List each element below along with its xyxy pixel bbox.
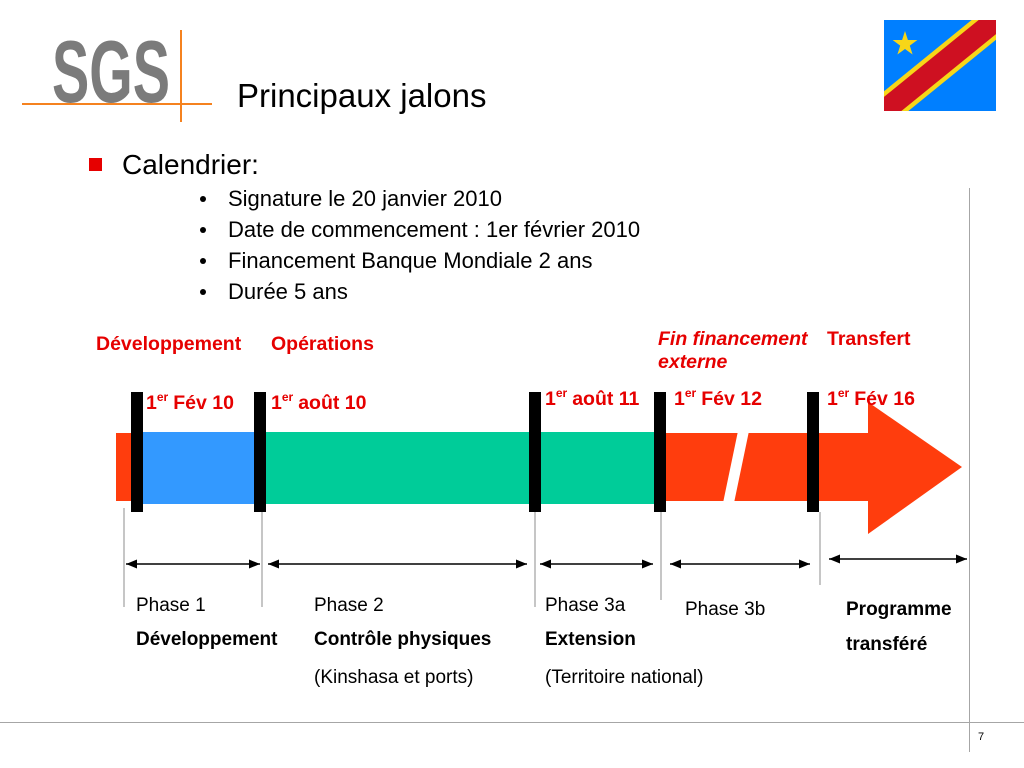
drc-flag-icon	[884, 20, 996, 111]
milestone-date-label	[827, 388, 915, 411]
milestone-month-year: août 11	[572, 388, 640, 410]
stage-label-transfer: Transfert	[827, 328, 911, 350]
milestone-day: 1	[827, 388, 838, 410]
phase-3a-name: Phase 3a	[545, 595, 626, 616]
stage-label-development: Développement	[96, 333, 242, 355]
phase-3a-title: Extension	[545, 629, 636, 650]
slide-title: Principaux jalons	[237, 77, 487, 114]
milestone-month-year: Fév 10	[173, 392, 234, 414]
calendar-item-text: Signature le 20 janvier 2010	[228, 186, 502, 211]
milestone-marker	[131, 392, 143, 512]
calendar-heading: Calendrier:	[122, 149, 259, 180]
sgs-logo	[0, 0, 230, 130]
phase-2-title: Contrôle physiques	[314, 629, 492, 650]
bullet-dot-icon	[200, 289, 206, 295]
phase-span-arrows	[126, 559, 967, 564]
calendar-item-text: Financement Banque Mondiale 2 ans	[228, 248, 593, 273]
milestone-marker	[529, 392, 541, 512]
milestone-marker	[807, 392, 819, 512]
milestone-day: 1	[271, 392, 282, 414]
phase-1-title: Développement	[136, 629, 278, 650]
calendar-item	[228, 183, 640, 214]
milestone-ordinal: er	[837, 386, 850, 400]
milestone-marker	[654, 392, 666, 512]
phase-1-name: Phase 1	[136, 595, 206, 616]
phase-2-name: Phase 2	[314, 595, 384, 616]
bullet-dot-icon	[200, 227, 206, 233]
milestone-ordinal: er	[684, 386, 697, 400]
footer-divider	[0, 722, 1024, 723]
milestone-date-label	[271, 392, 366, 415]
milestone-date-label	[146, 392, 234, 415]
milestone-date-label	[545, 388, 639, 411]
calendar-item-text: Durée 5 ans	[228, 279, 348, 304]
transferred-program-title: Programme transféré	[846, 599, 952, 655]
milestone-month-year: Fév 12	[701, 388, 762, 410]
phase-boundaries	[124, 508, 820, 607]
phase-3a-bar	[540, 432, 656, 504]
phase-3a-detail: (Territoire national)	[545, 667, 704, 688]
bullet-dot-icon	[200, 258, 206, 264]
pre-start-segment	[116, 433, 132, 501]
right-divider	[969, 188, 970, 752]
stage-label-operations: Opérations	[271, 333, 374, 355]
milestone-day: 1	[545, 388, 556, 410]
phase-3b-name: Phase 3b	[685, 599, 766, 620]
calendar-item	[228, 276, 640, 307]
calendar-list	[228, 183, 640, 307]
calendar-item	[228, 214, 640, 245]
calendar-item	[228, 245, 640, 276]
milestone-month-year: août 10	[298, 392, 367, 414]
red-square-bullet-icon	[89, 158, 102, 171]
milestone-date-label	[674, 388, 762, 411]
phase-2-detail: (Kinshasa et ports)	[314, 667, 474, 688]
milestone-ordinal: er	[281, 390, 294, 404]
bullet-dot-icon	[200, 196, 206, 202]
milestone-ordinal: er	[156, 390, 169, 404]
milestone-day: 1	[674, 388, 685, 410]
logo-wordmark: SGS	[52, 22, 170, 121]
page-number: 7	[978, 731, 985, 743]
phase-1-bar	[131, 432, 262, 504]
phase-2-bar	[262, 432, 530, 504]
milestone-marker	[254, 392, 266, 512]
milestone-ordinal: er	[555, 386, 568, 400]
stage-label-end-external-funding: Fin financement externe	[658, 328, 808, 373]
milestone-month-year: Fév 16	[854, 388, 915, 410]
milestone-day: 1	[146, 392, 157, 414]
calendar-item-text: Date de commencement : 1er février 2010	[228, 217, 641, 242]
